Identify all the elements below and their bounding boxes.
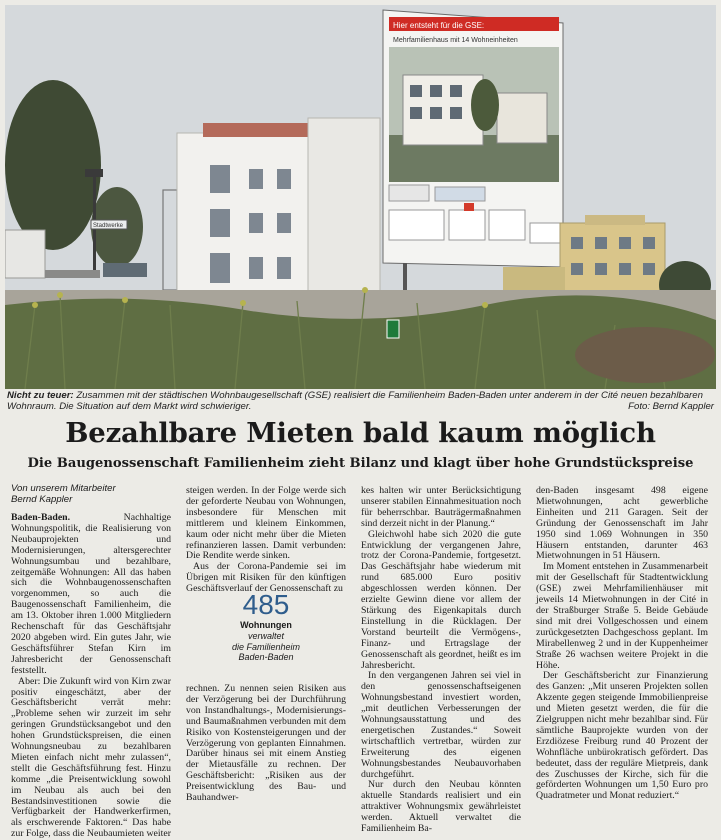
paragraph: den-Baden insgesamt 498 eigene Mietwohnungen, acht gewerbliche Einheiten und 211 Garagen. Seit der Gründung der Genossenschaft im Jahr 1950 sind 1.069 Wohnungen in 350 Häusern entstanden, darunter 463 Mietwohnungen in 51 Häusern. [536,485,708,562]
paragraph: kes halten wir unter Berücksichtigung unserer stabilen Einnahmesituation noch für beherrschbar. Bauträgermaßnahmen sind derzeit nicht in der Planung.“ [361,485,521,529]
headline: Bezahlbare Mieten bald kaum möglich [65,417,656,449]
byline [11,483,171,505]
paragraph: Aus der Corona-Pandemie sei im Übrigen mit Risiken für den künftigen Geschäftsverlauf der Genossenschaft zu [186,561,346,595]
article-column-4 [536,486,708,802]
fact-line: verwaltet [247,631,284,641]
tree-left [5,80,101,250]
paragraph: Nur durch den Neubau könnten aktuelle Standards realisiert und ein attraktiver Wohnungsmix gewährleistet werden. Aktuell verwaltet die Familienheim Ba- [361,779,521,835]
article-column-1 [11,513,171,840]
construction-site-illustration [5,5,716,389]
photo-caption [7,390,714,413]
caption-text: Zusammen mit der städtischen Wohnbaugesellschaft (GSE) realisiert die Familienheim Baden-Baden unter anderem in der Cité neuen bezahlbaren Wohnraum. Die Situation auf dem Markt wird schwieriger. [7,390,703,413]
caption-lead: Nicht zu teuer: [7,390,74,401]
subheadline: Die Baugenossenschaft Familienheim zieht Bilanz und klagt über hohe Grundstückspreise [27,456,694,471]
paragraph: Der Geschäftsbericht zur Finanzierung des Ganzen: „Mit unseren Projekten sollen Akzente gegen steigende Immobilienpreise und Mieten gesetzt werden, die für die Zielgruppen nicht mehr bezahlbar sind. Für sämtliche Bauprojekte wurden von der Erzdiözese Freiburg rund 40 Prozent der Wohnfläche unbürokratisch gefördert. Das bedeutet, dass der reguläre Mietpreis, dank des Zuschusses der Kirche, sich für die geförderten Wohnungen um 1,50 Euro pro Quadratmeter und Monat reduziert.“ [536,670,708,802]
paragraph: Im Moment entstehen in Zusammenarbeit mit der Gesellschaft für Stadtentwicklung (GSE) zwei Mehrfamilienhäuser mit jeweils 14 Mietwohnungen in der Cité in der Straßburger Straße 5. Beide Gebäude sind mit drei Vollgeschossen und einem zurückgesetzten Dachgeschoss geplant. Im Mirabellenweg 2 und in der Kuppenheimer Straße 26 wachsen weitere Projekt in die Höhe. [536,561,708,671]
fact-label: Wohnungen [240,620,292,630]
paragraph: Aber: Die Zukunft wird von Kirn zwar positiv eingeschätzt, aber der Geschäftsbericht verrät mehr: „Probleme sehen wir zurzeit im sehr geringen Grundstücksangebot und den hohen Grundstückspreisen, die einen Wohnungsneubau zu bezahlbaren Mieten einfach nicht mehr zulassen“, stellt die Geschäftsführung fest. Hinzu komme „die Preisentwicklung sowohl im Neubau als auch bei den Bestandsinvestitionen sowie die Verfügbarkeit der Handwerkerfirmen, als erschwerende Faktoren.“ Das habe zur Folge, dass die Neubaumieten weiter [11,675,171,840]
article-column-2 [186,486,346,595]
article-column-2-continued [186,684,346,804]
paragraph: steigen werden. In der Folge werde sich der geforderte Neubau von Wohnungen, insbesondere für Menschen mit mittlerem und kleinem Einkommen, kaum oder nicht mehr über die Mieten refinanzieren lassen. Damit verbunden: Die Rendite werde sinken. [186,485,346,562]
news-photo [5,5,716,389]
billboard-subtitle: Mehrfamilienhaus mit 14 Wohneinheiten [393,37,518,44]
fact-box [186,590,346,676]
byline-role: Von unserem Mitarbeiter [11,483,116,494]
paragraph: Gleichwohl habe sich 2020 die gute Entwicklung der vergangenen Jahre, trotz der Corona-Pandemie, fortgesetzt. Das Geschäftsjahr habe wiederum mit rund 685.000 Euro positiv abgeschlossen werden können. Der erzielte Gewinn diene vor allem der Stärkung des Eigenkapitals durch Einstellung in die Rücklagen. Der Vorstand beurteilt die Vermögens-, Finanz- und Ertragslage der Genossenschaft als geordnet, heißt es im Jahresbericht. [361,528,521,671]
paragraph: In den vergangenen Jahren sei viel in den genossenschaftseigenen Wohnungsbestand investiert worden, „mit deutlichen Verbesserungen der Wohnungsausstattung und des energetischen Zustandes.“ Soweit wirtschaftlich vertretbar, würden zur Erweiterung des eigenen Wohnungsbestandes Neubauvorhaben durchgeführt. [361,670,521,780]
fact-line: Baden-Baden [238,652,294,662]
paragraph: Nachhaltige Wohnungspolitik, die Realisierung von Neubauprojekten und Modernisierungen, altersgerechter Wohnungsumbau und bezahlbare, zeitgemäße Wohnungen: All das haben sich die Wohnbaugenossenschaften vorgenommen, so auch die Baugenossenschaft Familienheim, die am 13. Oktober ihren 1.000 Mitgliedern Rechenschaft für das Geschäftsjahr 2020 abgeben wird. Ein gutes Jahr, wie Geschäftsführer Stefan Kirn im Jahresbericht der Genossenschaft feststellt. [11,512,171,676]
street-sign-text: Stadtwerke [93,223,124,229]
billboard [383,10,563,267]
dateline: Baden-Baden. [11,512,71,523]
billboard-title: Hier entsteht für die GSE: [393,21,485,30]
paragraph: rechnen. Zu nennen seien Risiken aus der Verzögerung bei der Durchführung von Instandhaltungs-, Modernisierungs- und Baumaßnahmen verbunden mit dem Risiko von Kostensteigerungen und der Verzögerung von geplanten Einnahmen. Darüber hinaus sei mit einem Anstieg der Mietausfälle zu rechnen. Der Geschäftsbericht: „Risiken aus der Preisentwicklung des Bau- und Bauhandwer- [186,683,346,804]
byline-author: Bernd Kappler [11,494,73,505]
photo-credit: Foto: Bernd Kappler [628,401,714,413]
fact-line: die Familienheim [231,641,301,652]
fact-number: 485 [242,589,290,620]
article-column-3 [361,486,521,835]
